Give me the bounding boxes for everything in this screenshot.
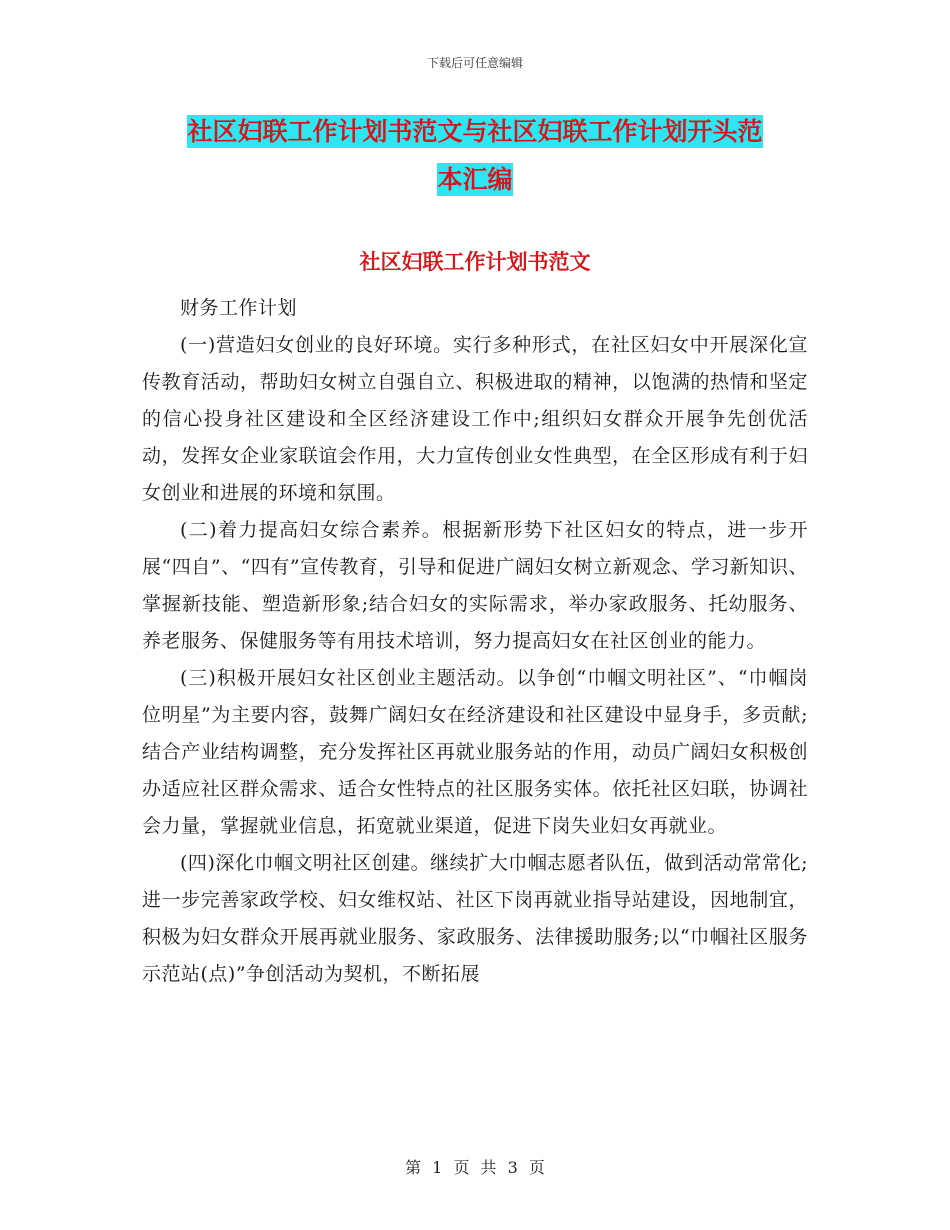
document-title xyxy=(140,108,810,204)
paragraph: (三)积极开展妇女社区创业主题活动。以争创“巾帼文明社区”、“巾帼岗位明星”为主要内容，鼓舞广阔妇女在经济建设和社区建设中显身手，多贡献;结合产业结构调整，充分发挥社区再就业服务站的作用，动员广阔妇女积极创办适应社区群众需求、适合女性特点的社区服务实体。依托社区妇联，协调社会力量，掌握就业信息，拓宽就业渠道，促进下岗失业妇女再就业。 xyxy=(142,667,808,837)
body-text xyxy=(142,290,808,993)
paragraph: (一)营造妇女创业的良好环境。实行多种形式，在社区妇女中开展深化宣传教育活动，帮助妇女树立自强自立、积极进取的精神，以饱满的热情和坚定的信心投身社区建设和全区经济建设工作中;组织妇女群众开展争先创优活动，发挥女企业家联谊会作用，大力宣传创业女性典型，在全区形成有利于妇女创业和进展的环境和氛围。 xyxy=(142,334,808,504)
paragraph: (四)深化巾帼文明社区创建。继续扩大巾帼志愿者队伍，做到活动常常化;进一步完善家政学校、妇女维权站、社区下岗再就业指导站建设，因地制宜，积极为妇女群众开展再就业服务、家政服务、法律援助服务;以“巾帼社区服务示范站(点)”争创活动为契机，不断拓展 xyxy=(142,852,808,985)
header-note: 下载后可任意编辑 xyxy=(426,56,523,70)
document-title-line-1: 社区妇联工作计划书范文与社区妇联工作计划开头范 xyxy=(187,117,763,146)
paragraph-heading: 财务工作计划 xyxy=(180,297,298,319)
paragraph: (二)着力提高妇女综合素养。根据新形势下社区妇女的特点，进一步开展“四自”、“四有”宣传教育，引导和促进广阔妇女树立新观念、学习新知识、掌握新技能、塑造新形象;结合妇女的实际需求，举办家政服务、托幼服务、养老服务、保健服务等有用技术培训，努力提高妇女在社区创业的能力。 xyxy=(142,519,808,652)
page-footer: 第 1 页 共 3 页 xyxy=(405,1158,545,1177)
document-title-line-2: 本汇编 xyxy=(437,165,513,194)
section-title: 社区妇联工作计划书范文 xyxy=(359,250,591,274)
